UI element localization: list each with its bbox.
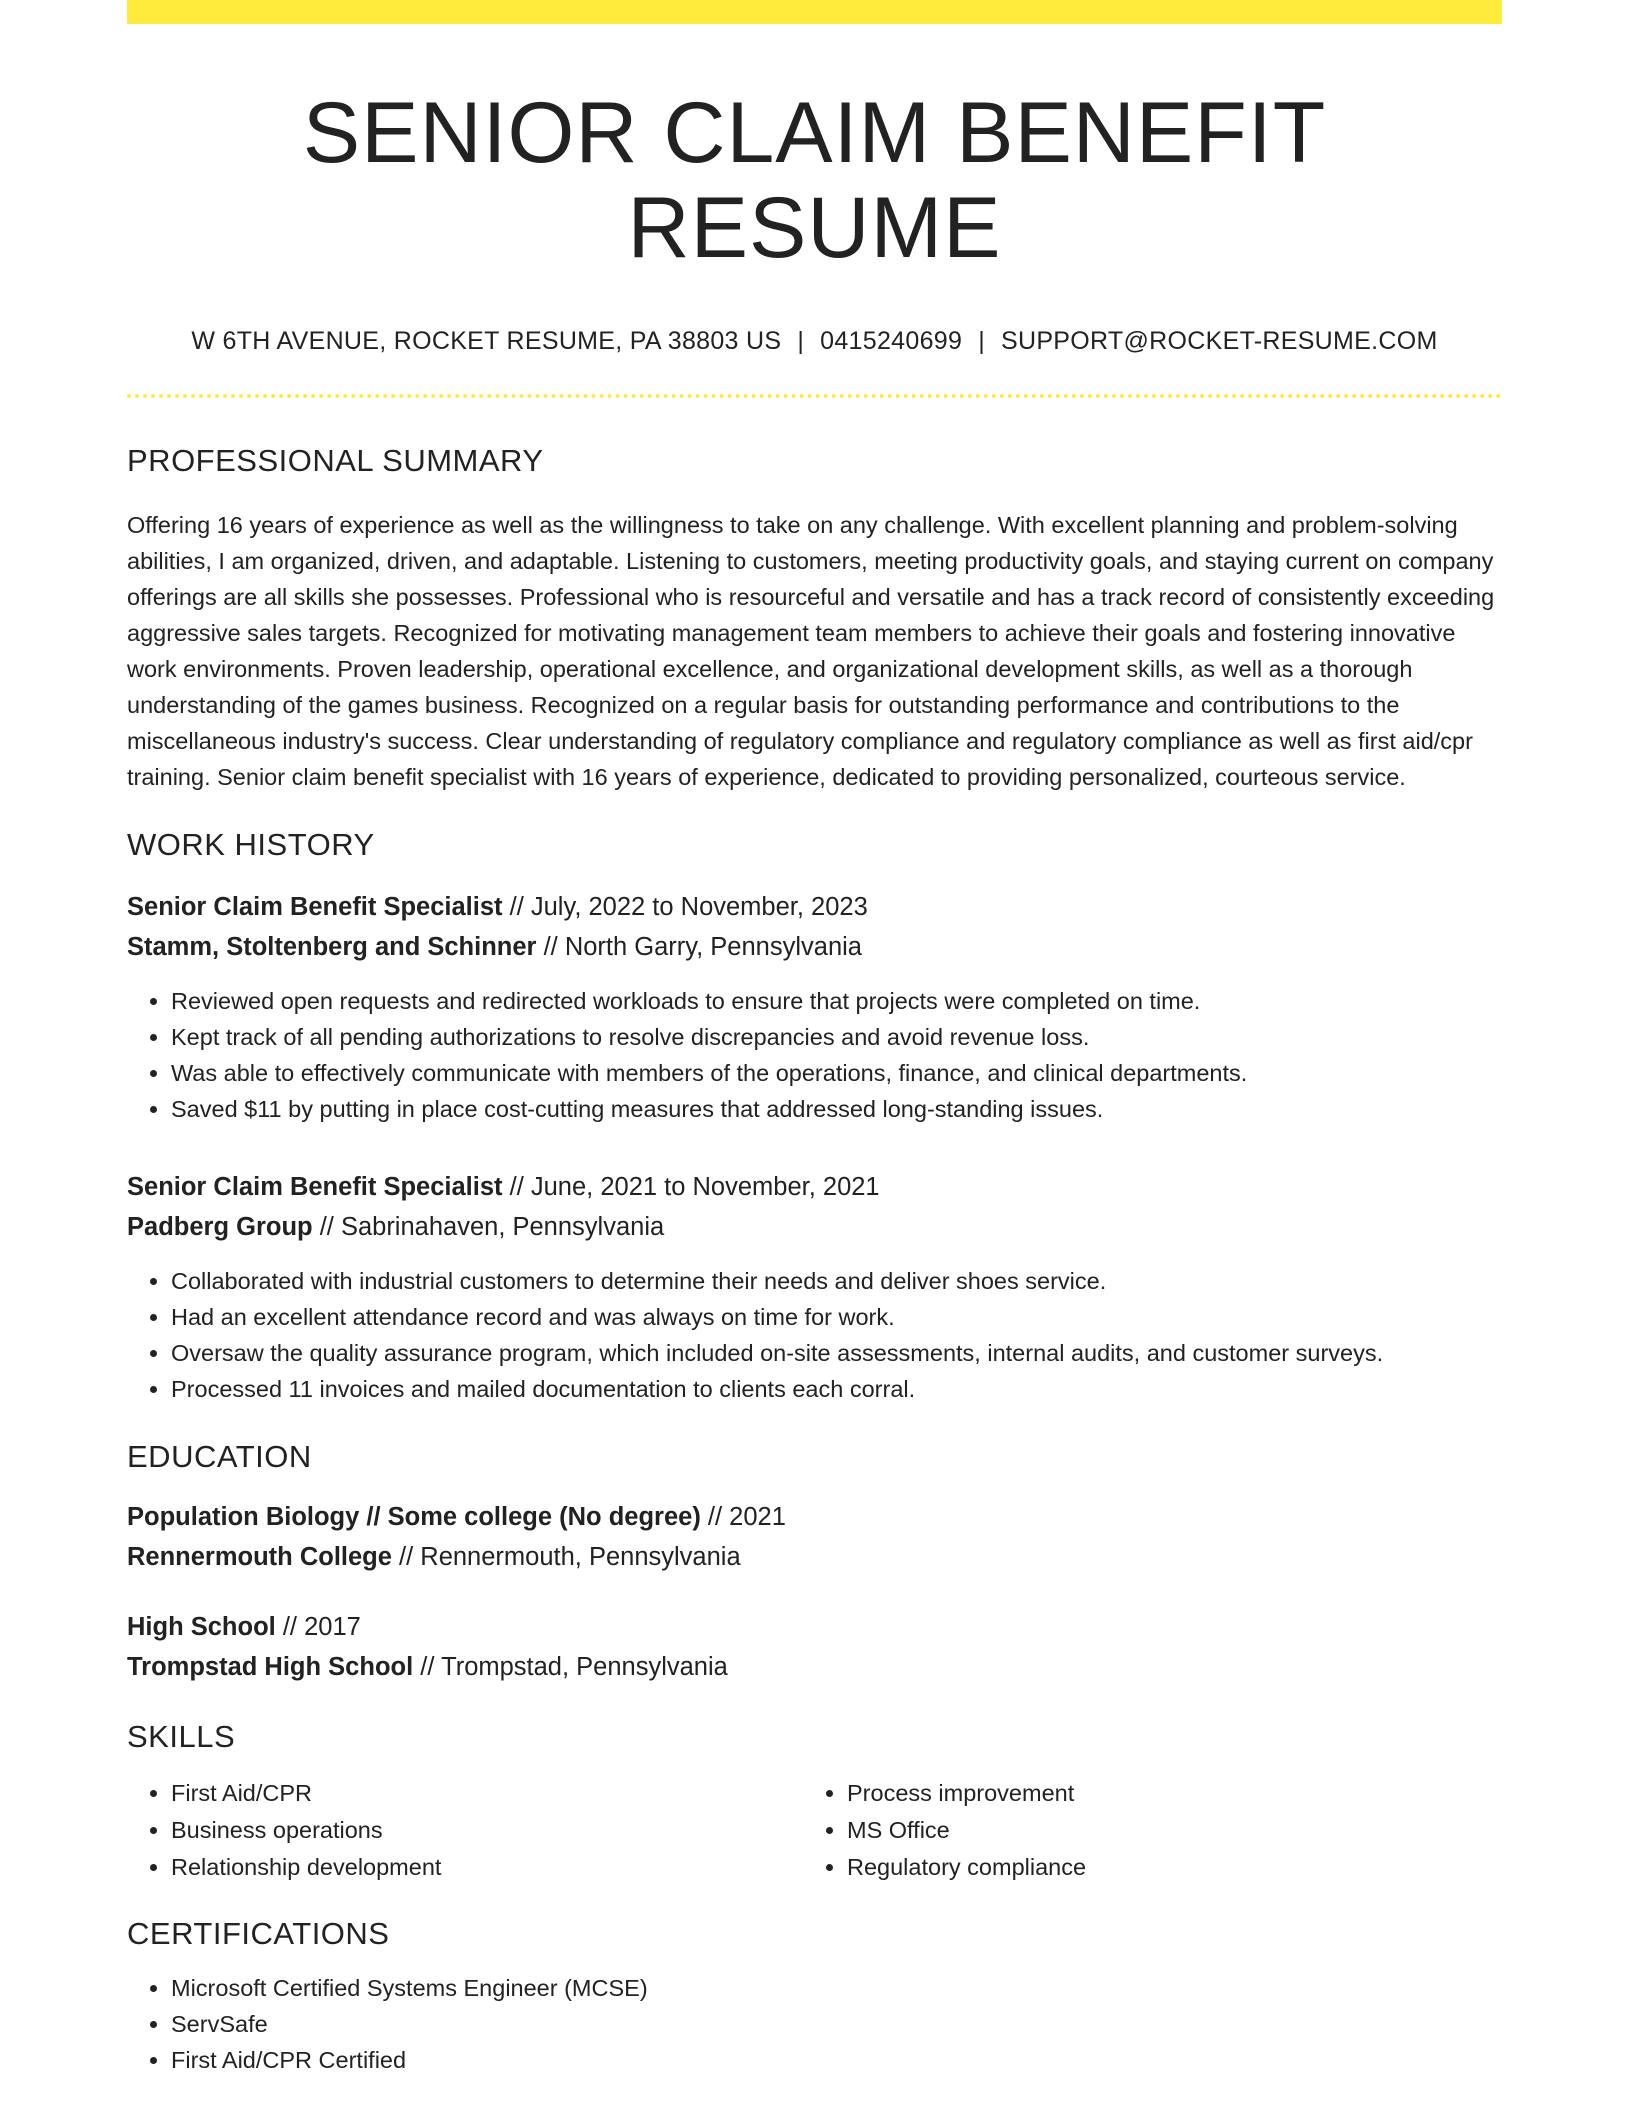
education-degree-line xyxy=(127,1497,1502,1537)
job-location: // Sabrinahaven, Pennsylvania xyxy=(312,1213,665,1242)
job-entry xyxy=(127,887,1502,1127)
job-bullet: • Saved $11 by putting in place cost-cutting measures that addressed long-standing issues. xyxy=(171,1091,1502,1127)
contact-line xyxy=(127,327,1502,356)
contact-separator: | xyxy=(978,327,985,356)
section-title-skills: SKILLS xyxy=(127,1719,236,1755)
section-title-work-history: WORK HISTORY xyxy=(127,827,375,863)
job-company-line xyxy=(127,927,1502,967)
section-title-education: EDUCATION xyxy=(127,1439,312,1475)
education-school: Rennermouth College xyxy=(127,1543,392,1572)
job-entry xyxy=(127,1167,1502,1407)
skill-item: • Process improvement xyxy=(847,1775,1479,1812)
resume-page xyxy=(127,0,1502,2078)
education-degree: High School xyxy=(127,1613,276,1642)
job-company-line xyxy=(127,1207,1502,1247)
skills-column-left xyxy=(127,1775,803,1886)
job-role: Senior Claim Benefit Specialist xyxy=(127,1173,503,1202)
skill-item: • MS Office xyxy=(847,1812,1479,1849)
education-year: // 2017 xyxy=(275,1613,361,1642)
job-bullet: • Kept track of all pending authorizations to resolve discrepancies and avoid revenue loss. xyxy=(171,1019,1502,1055)
resume-title: SENIOR CLAIM BENEFIT RESUME xyxy=(302,85,1327,276)
skill-item: • First Aid/CPR xyxy=(171,1775,803,1812)
education-degree: Population Biology // Some college (No degree) xyxy=(127,1503,701,1532)
education-location: // Rennermouth, Pennsylvania xyxy=(391,1543,741,1572)
certification-item: • Microsoft Certified Systems Engineer (MCSE) xyxy=(171,1970,1502,2006)
education-entry xyxy=(127,1607,1502,1687)
job-bullets xyxy=(127,983,1502,1127)
section-title-certifications: CERTIFICATIONS xyxy=(127,1916,390,1952)
contact-email: SUPPORT@ROCKET-RESUME.COM xyxy=(1000,327,1438,356)
summary-text: Offering 16 years of experience as well as the willingness to take on any challenge. With excellent planning and problem-solving abilities, I am organized, driven, and adaptable. Listening to customers, meeting productivity goals, and staying current on company offerings are all skills she possesses. Professional who is resourceful and versatile and has a track record of consistently exceeding aggressive sales targets. Recognized for motivating management team members to achieve their goals and fostering innovative work environments. Proven leadership, operational excellence, and organizational development skills, as well as a thorough understanding of the games business. Recognized on a regular basis for outstanding performance and contributions to the miscellaneous industry's success. Clear understanding of regulatory compliance and regulatory compliance as well as first aid/cpr training. Senior claim benefit specialist with 16 years of experience, dedicated to providing personalized, courteous service. xyxy=(127,512,1495,791)
job-title-line xyxy=(127,887,1502,927)
job-company: Stamm, Stoltenberg and Schinner xyxy=(127,933,537,962)
job-dates: // July, 2022 to November, 2023 xyxy=(502,893,868,922)
skills-column-right xyxy=(803,1775,1479,1886)
certification-item: • ServSafe xyxy=(171,2006,1502,2042)
skill-item: • Business operations xyxy=(171,1812,803,1849)
education-location: // Trompstad, Pennsylvania xyxy=(413,1653,728,1682)
skills-grid xyxy=(127,1775,1502,1886)
job-bullet: • Processed 11 invoices and mailed documentation to clients each corral. xyxy=(171,1371,1502,1407)
education-year: // 2021 xyxy=(700,1503,786,1532)
education-school: Trompstad High School xyxy=(127,1653,414,1682)
certification-list xyxy=(127,1970,1502,2078)
contact-address: W 6TH AVENUE, ROCKET RESUME, PA 38803 US xyxy=(191,327,782,356)
job-location: // North Garry, Pennsylvania xyxy=(536,933,862,962)
job-bullet: • Collaborated with industrial customers to determine their needs and deliver shoes service. xyxy=(171,1263,1502,1299)
skill-item: • Regulatory compliance xyxy=(847,1849,1479,1886)
job-bullet: • Reviewed open requests and redirected workloads to ensure that projects were completed on time. xyxy=(171,983,1502,1019)
contact-phone: 0415240699 xyxy=(820,327,963,356)
job-bullets xyxy=(127,1263,1502,1407)
skill-item: • Relationship development xyxy=(171,1849,803,1886)
education-school-line xyxy=(127,1647,1502,1687)
section-title-summary: PROFESSIONAL SUMMARY xyxy=(127,443,544,479)
education-degree-line xyxy=(127,1607,1502,1647)
job-bullet: • Had an excellent attendance record and was always on time for work. xyxy=(171,1299,1502,1335)
dotted-divider xyxy=(127,394,1502,398)
job-dates: // June, 2021 to November, 2021 xyxy=(502,1173,880,1202)
job-bullet: • Oversaw the quality assurance program, which included on-site assessments, internal audits, and customer surveys. xyxy=(171,1335,1502,1371)
job-bullet: • Was able to effectively communicate with members of the operations, finance, and clinical departments. xyxy=(171,1055,1502,1091)
certification-item: • First Aid/CPR Certified xyxy=(171,2042,1502,2078)
job-company: Padberg Group xyxy=(127,1213,313,1242)
education-school-line xyxy=(127,1537,1502,1577)
job-role: Senior Claim Benefit Specialist xyxy=(127,893,503,922)
contact-separator: | xyxy=(797,327,805,356)
job-title-line xyxy=(127,1167,1502,1207)
education-entry xyxy=(127,1497,1502,1577)
accent-bar xyxy=(127,0,1502,24)
